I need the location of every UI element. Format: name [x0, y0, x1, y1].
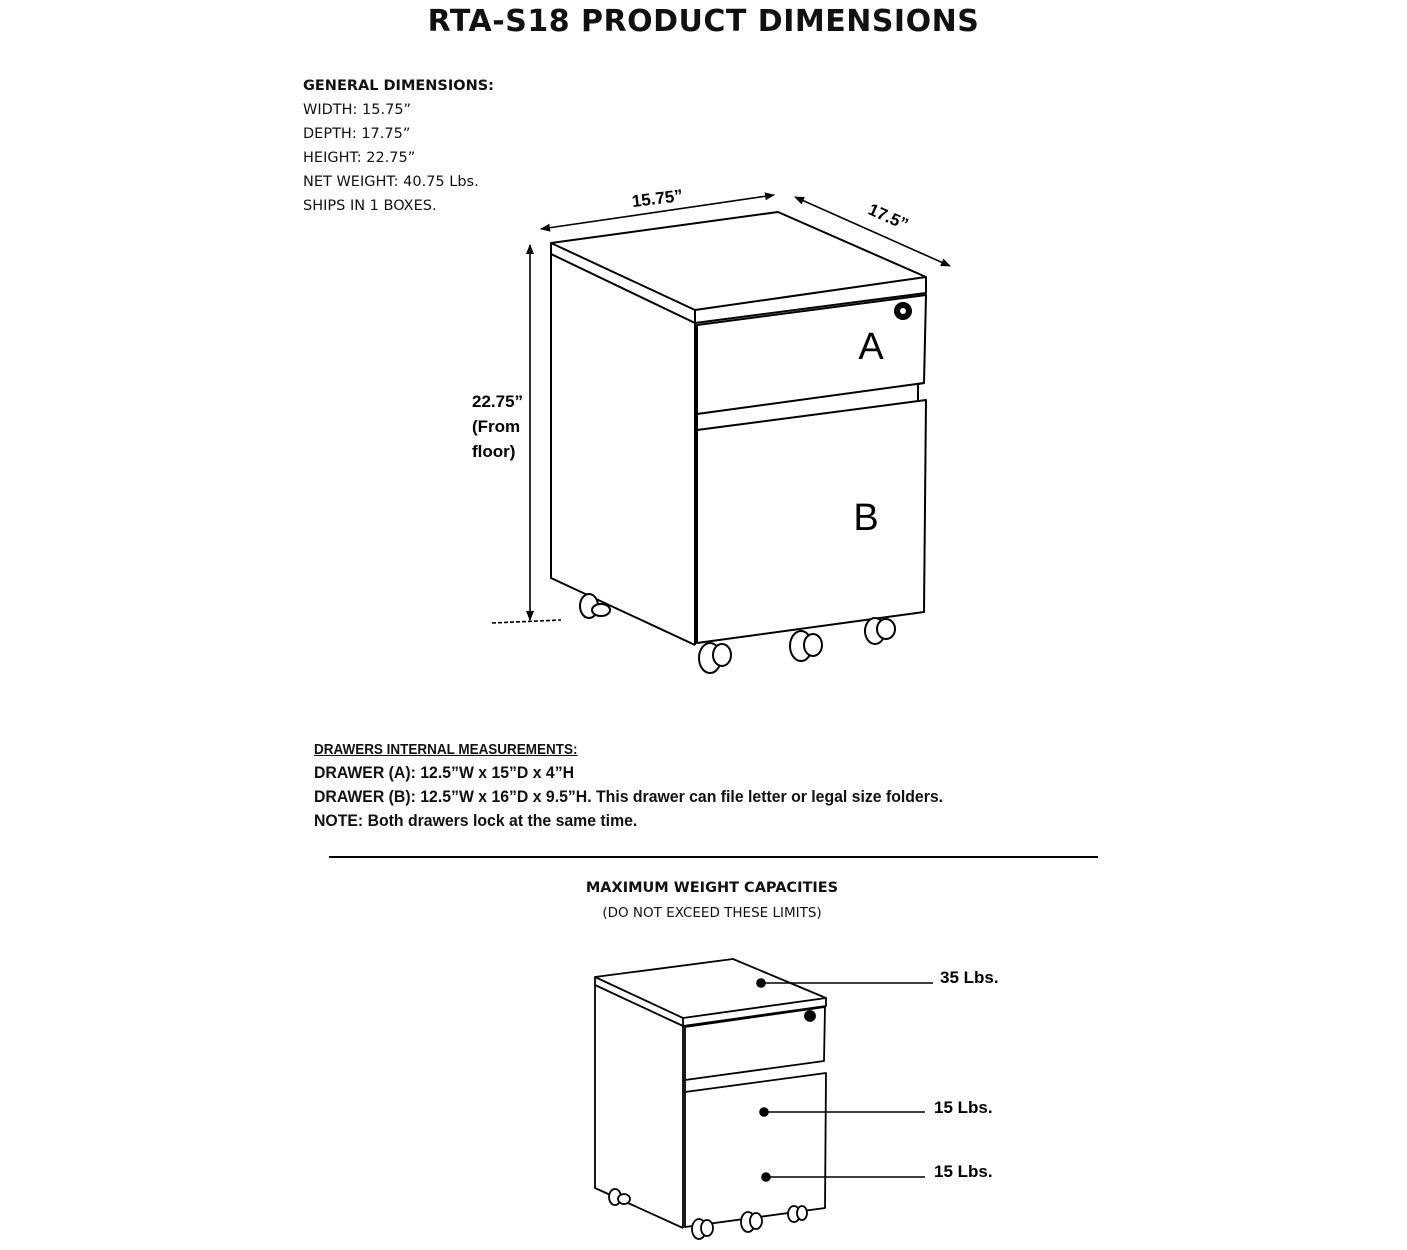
drawer-a-label: A [858, 326, 884, 368]
height-label-value: 22.75” [472, 392, 524, 411]
drawer-upper-weight-label: 15 Lbs. [934, 1098, 993, 1117]
width-spec: WIDTH: 15.75” [303, 102, 412, 118]
general-dimensions-heading: GENERAL DIMENSIONS: [303, 78, 494, 94]
drawer-measurements [314, 741, 943, 833]
capacities-title: MAXIMUM WEIGHT CAPACITIES [585, 880, 839, 896]
drawer-b-label: B [853, 497, 879, 539]
drawer-b-spec: DRAWER (B): 12.5”W x 16”D x 9.5”H. This drawer can file letter or legal size folders. [314, 787, 944, 806]
top-weight-label: 35 Lbs. [940, 968, 999, 987]
width-label: 15.75” [630, 186, 684, 212]
drawer-lower-weight-label: 15 Lbs. [934, 1162, 993, 1181]
depth-label: 17.5” [865, 199, 912, 235]
main-cabinet [551, 212, 926, 673]
depth-spec: DEPTH: 17.75” [303, 126, 411, 142]
small-cabinet-side [595, 985, 683, 1228]
height-label-note-1: (From [472, 417, 521, 436]
ships-spec: SHIPS IN 1 BOXES. [303, 198, 437, 214]
drawer-measurements-heading: DRAWERS INTERNAL MEASUREMENTS: [314, 742, 578, 758]
page-title: RTA-S18 PRODUCT DIMENSIONS [427, 4, 980, 39]
drawer-note: NOTE: Both drawers lock at the same time. [314, 811, 638, 830]
small-lock-icon [805, 1011, 815, 1021]
drawer-b-front [697, 400, 926, 643]
cabinet-top [551, 212, 926, 310]
height-label-note-2: floor) [472, 442, 516, 461]
drawer-a-spec: DRAWER (A): 12.5”W x 15”D x 4”H [314, 763, 575, 782]
drawer-a-front [697, 295, 926, 414]
height-label [472, 392, 528, 461]
capacities-subtitle: (DO NOT EXCEED THESE LIMITS) [602, 905, 822, 921]
small-cabinet-top [595, 959, 826, 1018]
small-cabinet [595, 959, 826, 1239]
height-spec: HEIGHT: 22.75” [303, 150, 416, 166]
small-drawer-a-front [685, 1007, 825, 1080]
section-divider [329, 856, 1098, 858]
net-weight-spec: NET WEIGHT: 40.75 Lbs. [303, 174, 479, 190]
small-drawer-b-front [685, 1073, 826, 1227]
